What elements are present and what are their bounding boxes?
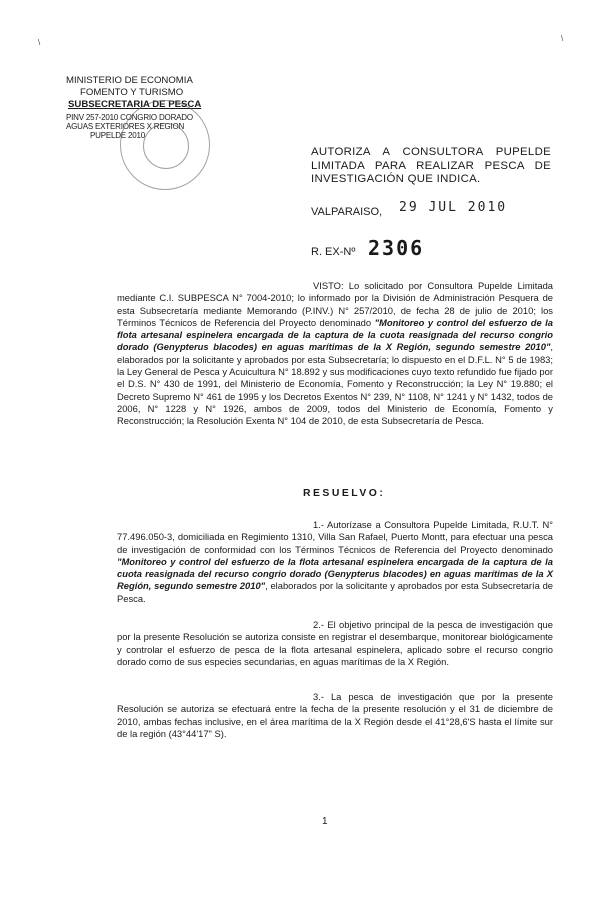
project-name: "Monitoreo y control del esfuerzo de la flota artesanal espinelera encargada de la captura de la cuota reasignada del recurso congrio dorado (Genypterus blacodes) en aguas marítimas de la X Región, segundo semestre 2010" <box>117 555 553 592</box>
document-title: AUTORIZA A CONSULTORA PUPELDE LIMITADA PARA REALIZAR PESCA DE INVESTIGACIÓN QUE INDICA. <box>311 146 551 185</box>
subsecretaria-name: SUBSECRETARIA DE PESCA <box>68 99 202 110</box>
resolution-number: 2306 <box>368 236 425 260</box>
place-label: VALPARAISO, <box>311 206 383 218</box>
seal-lettering: ​ <box>163 135 168 141</box>
reference-line: PINV 257-2010 CONGRIO DORADO <box>66 113 193 122</box>
official-seal-stamp <box>120 100 210 190</box>
resolution-label: R. EX-Nº <box>311 246 356 258</box>
visto-lead: VISTO: Lo solicitado por Consultora Pupelde Limitada mediante C.I. SUBPESCA N° 7004-2010; lo informado por la División de Administración Pesquera de esta Subsecretaría mediante Memorando (P.INV.) N° 257/2010, de fecha 28 de julio de 2010; los Términos Técnicos de Referencia del Proyecto denominado <box>117 280 553 328</box>
ministry-name: MINISTERIO DE ECONOMIA <box>66 75 193 86</box>
reference-line: AGUAS EXTERIORES X REGION <box>66 122 185 131</box>
visto-paragraph <box>117 280 553 428</box>
margin-mark: \ <box>561 34 564 43</box>
article-2: 2.- El objetivo principal de la pesca de investigación que por la presente Resolución se autoriza consiste en registrar el desembarque, monitorear biológicamente y controlar el esfuerzo de pesca de la flota artesanal espinelera, aplicado sobre el recurso congrio dorado como de sus especies secundarias, en aguas marítimas de la X Región. <box>117 619 553 667</box>
project-name: "Monitoreo y control del esfuerzo de la flota artesanal espinelera encargada de la captura de la cuota reasignada del recurso congrio dorado (Genypterus blacodes) en aguas marítimas de la X Región, segundo semestre 2010" <box>117 316 554 353</box>
article-1-lead: 1.- Autorízase a Consultora Pupelde Limitada, R.U.T. N° 77.496.050-3, domiciliada en Regimiento 1310, Villa San Rafael, Puerto Montt, para efectuar una pesca de investigación de conformidad con los Términos Técnicos de Referencia del Proyecto denominado <box>117 519 553 555</box>
ministry-name-line2: FOMENTO Y TURISMO <box>80 87 184 98</box>
resuelvo-heading: RESUELVO: <box>303 488 386 499</box>
article-3: 3.- La pesca de investigación que por la presente Resolución se autoriza se efectuará entre la fecha de la presente resolución y el 31 de diciembre de 2010, ambas fechas inclusive, en el área marítima de la X Región desde el 41°28,6'S hasta el límite sur de la región (43°44'17" S). <box>117 691 553 739</box>
reference-line: PUPELDE 2010 <box>90 131 145 140</box>
article-1-rest: , elaborados por la solicitante y aprobados por esta Subsecretaría de Pesca. <box>117 580 553 604</box>
date-stamp: 29 JUL 2010 <box>399 200 508 215</box>
page-number: 1 <box>322 816 328 827</box>
margin-mark: \ <box>38 38 41 47</box>
visto-rest: , elaborados por la solicitante y aprobados por esta Subsecretaría; lo dispuesto en el D.F.L. N° 5 de 1983; la Ley General de Pesca y Acuicultura N° 18.892 y sus modificaciones cuyo texto refundido fue fijado por el D.S. N° 430 de 1991, del Ministerio de Economía, Fomento y Reconstrucción; la Ley N° 19.880; el Decreto Supremo N° 461 de 1995 y los Decretos Exentos N° 239, N° 1108, N° 1241 y N° 1432, todos de 2006, N° 1228 y N° 1926, ambos de 2009, todos del Ministerio de Economía, Fomento y Reconstrucción; la Resolución Exenta N° 104 de 2010, de esta Subsecretaría de Pesca. <box>117 341 553 427</box>
article-1 <box>117 519 553 605</box>
